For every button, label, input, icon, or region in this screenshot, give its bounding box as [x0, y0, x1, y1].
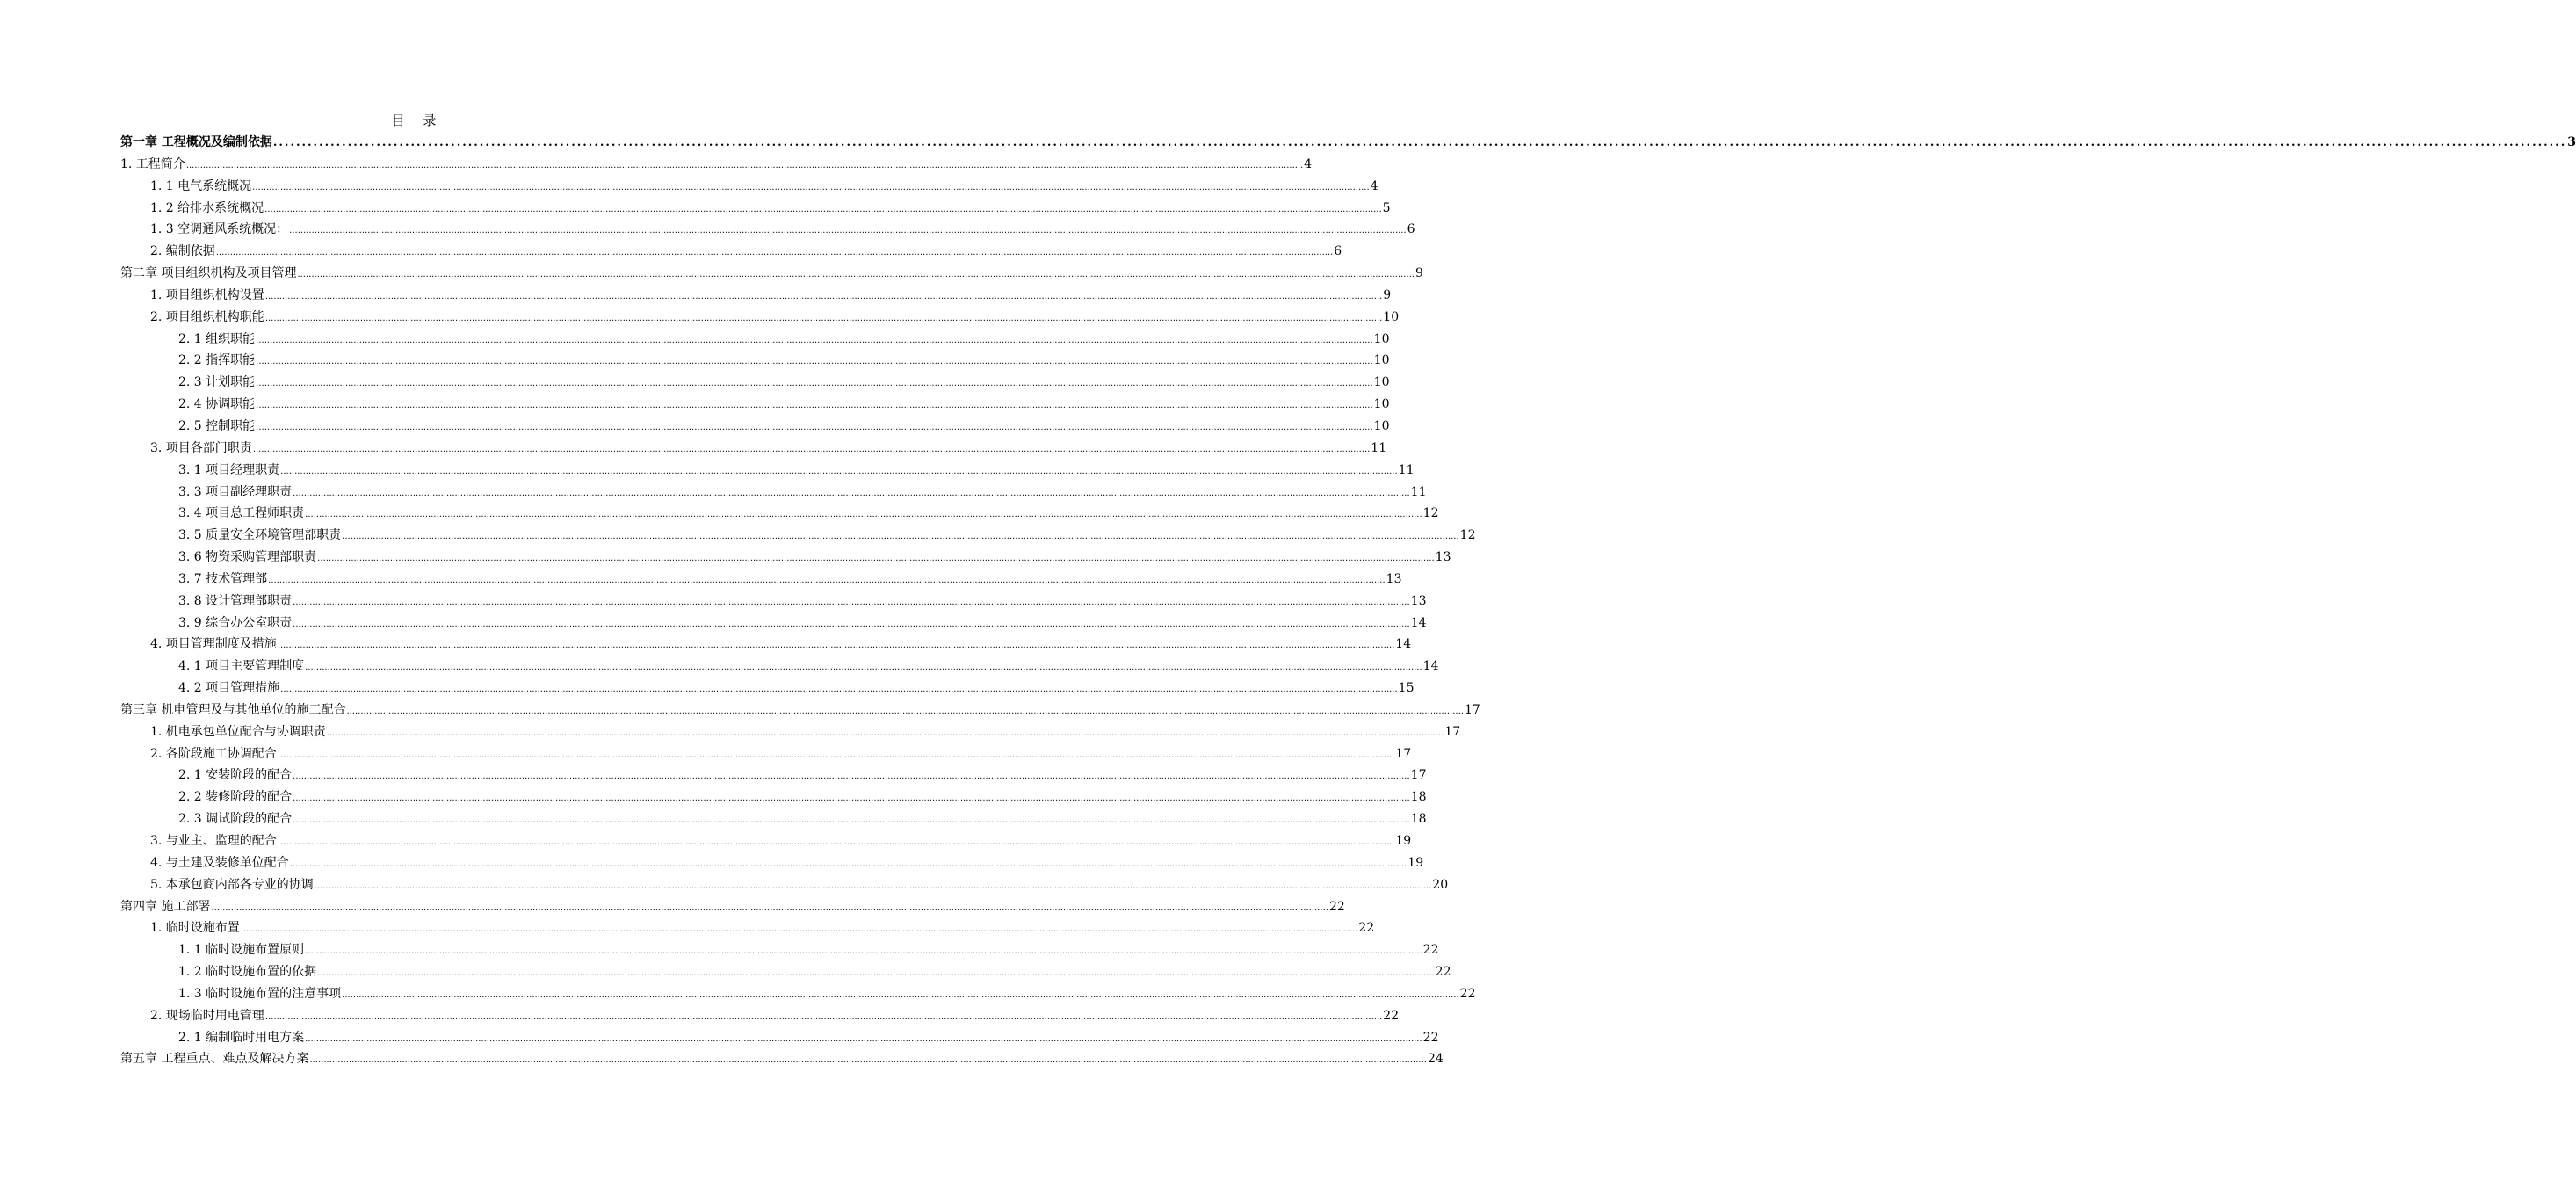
toc-entry[interactable] [120, 219, 1415, 241]
toc-entry[interactable] [120, 677, 1415, 699]
toc-entry-label: 3. 7 技术管理部 [178, 571, 268, 586]
toc-entry-label: 1. 2 临时设施布置的依据 [178, 965, 317, 980]
toc-entry-page-number: 14 [1410, 615, 1427, 630]
toc-entry-page-number: 10 [1373, 418, 1390, 433]
toc-entry-page-number: 9 [1415, 266, 1423, 281]
toc-entry-page-number: 12 [1422, 506, 1439, 521]
toc-entry-page-number: 17 [1464, 702, 1480, 717]
toc-entry-page-number: 3 [2567, 135, 2576, 149]
toc-entry-label: 3. 与业主、监理的配合 [150, 834, 277, 848]
toc-entry-page-number: 10 [1373, 397, 1390, 412]
toc-entry-label: 3. 8 设计管理部职责 [178, 593, 293, 608]
toc-entry-page-number: 6 [1407, 222, 1415, 237]
toc-entry[interactable] [120, 612, 1427, 634]
dot-leader: ................................................................................................................................................................................................................................................................................................................................................................................................................ [293, 815, 1410, 826]
dot-leader: ................................................................................................................................................................................................................................................................................................................................................................................................................ [272, 136, 2567, 149]
dot-leader: ................................................................................................................................................................................................................................................................................................................................................................................................................ [264, 291, 1383, 301]
toc-entry-label: 3. 项目各部门职责 [150, 440, 252, 455]
toc-entry-page-number: 4 [1370, 178, 1378, 193]
dot-leader: ................................................................................................................................................................................................................................................................................................................................................................................................................ [305, 946, 1422, 957]
toc-entry-page-number: 10 [1373, 331, 1390, 346]
toc-entry[interactable] [120, 786, 1427, 808]
toc-entry-page-number: 22 [1459, 986, 1476, 1001]
toc-entry[interactable] [120, 525, 1476, 547]
toc-entry[interactable] [120, 983, 1476, 1005]
dot-leader: ................................................................................................................................................................................................................................................................................................................................................................................................................ [289, 859, 1407, 869]
dot-leader: ................................................................................................................................................................................................................................................................................................................................................................................................................ [277, 837, 1395, 847]
toc-entry[interactable] [120, 394, 1390, 416]
toc-entry[interactable] [120, 263, 1423, 285]
dot-leader: ................................................................................................................................................................................................................................................................................................................................................................................................................ [252, 182, 1370, 192]
toc-entry[interactable] [120, 285, 1392, 307]
toc-entry-label: 5. 本承包商内部各专业的协调 [150, 877, 314, 892]
toc-entry[interactable] [120, 569, 1402, 590]
toc-entry-page-number: 22 [1383, 1008, 1400, 1023]
dot-leader: ................................................................................................................................................................................................................................................................................................................................................................................................................ [256, 357, 1373, 367]
toc-entry[interactable] [120, 329, 1390, 351]
toc-entry-page-number: 10 [1373, 375, 1390, 390]
toc-entry[interactable] [120, 438, 1387, 460]
dot-leader: ................................................................................................................................................................................................................................................................................................................................................................................................................ [264, 313, 1383, 323]
toc-entry-label: 3. 4 项目总工程师职责 [178, 506, 305, 521]
toc-entry[interactable] [120, 132, 2576, 154]
toc-entry[interactable] [120, 482, 1427, 504]
toc-entry[interactable] [120, 634, 1412, 656]
dot-leader: ................................................................................................................................................................................................................................................................................................................................................................................................................ [309, 1055, 1427, 1066]
dot-leader: ................................................................................................................................................................................................................................................................................................................................................................................................................ [215, 248, 1334, 258]
toc-entry[interactable] [120, 743, 1412, 765]
toc-entry-page-number: 18 [1410, 790, 1427, 805]
dot-leader: ................................................................................................................................................................................................................................................................................................................................................................................................................ [240, 924, 1358, 935]
toc-entry-page-number: 18 [1410, 812, 1427, 827]
dot-leader: ................................................................................................................................................................................................................................................................................................................................................................................................................ [256, 335, 1373, 345]
toc-entry-page-number: 13 [1410, 593, 1427, 608]
toc-entry[interactable] [120, 350, 1390, 372]
toc-entry-page-number: 10 [1383, 309, 1400, 324]
toc-entry-label: 1. 临时设施布置 [150, 921, 240, 936]
toc-entry-label: 2. 1 编制临时用电方案 [178, 1030, 305, 1045]
dot-leader: ................................................................................................................................................................................................................................................................................................................................................................................................................ [314, 880, 1432, 891]
toc-entry-label: 2. 1 安装阶段的配合 [178, 768, 293, 783]
toc-entry-label: 2. 各阶段施工协调配合 [150, 746, 277, 761]
toc-entry-page-number: 11 [1371, 440, 1387, 455]
toc-entry-label: 1. 机电承包单位配合与协调职责 [150, 724, 326, 739]
toc-entry-page-number: 13 [1435, 550, 1451, 565]
dot-leader: ................................................................................................................................................................................................................................................................................................................................................................................................................ [293, 619, 1410, 629]
dot-leader: ................................................................................................................................................................................................................................................................................................................................................................................................................ [277, 750, 1395, 760]
toc-entry-label: 3. 5 质量安全环境管理部职责 [178, 528, 342, 543]
toc-entry[interactable] [120, 699, 1480, 721]
toc-entry-page-number: 22 [1422, 943, 1439, 958]
toc-entry-label: 3. 3 项目副经理职责 [178, 484, 293, 499]
toc-entry-label: 1. 1 电气系统概况 [150, 178, 252, 193]
dot-leader: ................................................................................................................................................................................................................................................................................................................................................................................................................ [256, 379, 1373, 389]
toc-entry[interactable] [120, 590, 1427, 612]
toc-entry[interactable] [120, 503, 1439, 525]
dot-leader: ................................................................................................................................................................................................................................................................................................................................................................................................................ [280, 685, 1398, 695]
toc-entry[interactable] [120, 1048, 1444, 1070]
toc-entry[interactable] [120, 547, 1451, 569]
dot-leader: ................................................................................................................................................................................................................................................................................................................................................................................................................ [277, 641, 1395, 651]
dot-leader: ................................................................................................................................................................................................................................................................................................................................................................................................................ [305, 663, 1422, 673]
toc-entry-label: 2. 现场临时用电管理 [150, 1008, 264, 1023]
toc-entry-page-number: 17 [1410, 768, 1427, 783]
dot-leader: ................................................................................................................................................................................................................................................................................................................................................................................................................ [264, 1011, 1383, 1022]
toc-entry-label: 2. 3 计划职能 [178, 375, 256, 390]
dot-leader: ................................................................................................................................................................................................................................................................................................................................................................................................................ [317, 554, 1435, 564]
toc-entry-label: 2. 2 指挥职能 [178, 353, 256, 368]
toc-entry-page-number: 17 [1444, 724, 1461, 739]
toc-entry-label: 1. 3 临时设施布置的注意事项 [178, 986, 342, 1001]
toc-entry-label: 第四章 施工部署 [120, 899, 211, 914]
toc-entry[interactable] [120, 808, 1427, 830]
toc-entry[interactable] [120, 874, 1449, 896]
toc-entry[interactable] [120, 896, 1345, 918]
toc-entry-page-number: 12 [1459, 528, 1476, 543]
toc-entry-page-number: 10 [1373, 353, 1390, 368]
dot-leader: ................................................................................................................................................................................................................................................................................................................................................................................................................ [268, 575, 1386, 585]
toc-entry[interactable] [120, 372, 1390, 394]
dot-leader: ................................................................................................................................................................................................................................................................................................................................................................................................................ [256, 401, 1373, 411]
toc-entry-label: 3. 9 综合办公室职责 [178, 615, 293, 630]
toc-entry-label: 2. 项目组织机构职能 [150, 309, 264, 324]
toc-entry[interactable] [120, 1005, 1400, 1027]
dot-leader: ................................................................................................................................................................................................................................................................................................................................................................................................................ [293, 597, 1410, 607]
dot-leader: ................................................................................................................................................................................................................................................................................................................................................................................................................ [211, 902, 1328, 913]
toc-entry-label: 1. 工程简介 [120, 156, 185, 171]
toc-entry-page-number: 17 [1395, 746, 1412, 761]
toc-entry-page-number: 15 [1398, 681, 1415, 696]
dot-leader: ................................................................................................................................................................................................................................................................................................................................................................................................................ [297, 270, 1415, 280]
toc-entry[interactable] [120, 830, 1412, 852]
toc-entry[interactable] [120, 176, 1378, 198]
toc-entry-label: 第二章 项目组织机构及项目管理 [120, 266, 297, 281]
table-of-contents [120, 132, 2576, 1070]
toc-entry-label: 1. 项目组织机构设置 [150, 287, 264, 302]
toc-entry[interactable] [120, 307, 1400, 329]
dot-leader: ................................................................................................................................................................................................................................................................................................................................................................................................................ [326, 728, 1444, 738]
toc-entry-page-number: 22 [1422, 1030, 1439, 1045]
toc-entry[interactable] [120, 416, 1390, 438]
dot-leader: ................................................................................................................................................................................................................................................................................................................................................................................................................ [289, 226, 1407, 236]
toc-entry-page-number: 14 [1422, 659, 1439, 674]
dot-leader: ................................................................................................................................................................................................................................................................................................................................................................................................................ [342, 989, 1459, 1000]
toc-entry[interactable] [120, 852, 1424, 874]
dot-leader: ................................................................................................................................................................................................................................................................................................................................................................................................................ [346, 706, 1464, 716]
toc-entry-label: 3. 1 项目经理职责 [178, 462, 280, 477]
toc-entry-label: 4. 项目管理制度及措施 [150, 637, 277, 652]
dot-leader: ................................................................................................................................................................................................................................................................................................................................................................................................................ [305, 1033, 1422, 1044]
toc-entry[interactable] [120, 656, 1439, 677]
toc-entry-label: 3. 6 物资采购管理部职责 [178, 550, 317, 565]
dot-leader: ................................................................................................................................................................................................................................................................................................................................................................................................................ [256, 422, 1373, 432]
toc-entry-label: 2. 1 组织职能 [178, 331, 256, 346]
toc-entry-label: 4. 2 项目管理措施 [178, 681, 280, 696]
toc-entry[interactable] [120, 1027, 1439, 1049]
toc-entry[interactable] [120, 917, 1375, 939]
toc-entry[interactable] [120, 198, 1391, 220]
toc-entry-label: 2. 4 协调职能 [178, 397, 256, 412]
toc-entry-label: 1. 3 空调通风系统概况： [150, 222, 289, 237]
dot-leader: ................................................................................................................................................................................................................................................................................................................................................................................................................ [305, 510, 1422, 520]
toc-entry[interactable] [120, 961, 1451, 983]
toc-entry-label: 2. 3 调试阶段的配合 [178, 812, 293, 827]
toc-entry-label: 第三章 机电管理及与其他单位的施工配合 [120, 702, 346, 717]
dot-leader: ................................................................................................................................................................................................................................................................................................................................................................................................................ [293, 793, 1410, 804]
toc-entry[interactable] [120, 460, 1415, 482]
toc-entry-label: 4. 与土建及装修单位配合 [150, 855, 289, 870]
dot-leader: ................................................................................................................................................................................................................................................................................................................................................................................................................ [264, 204, 1382, 214]
toc-entry-page-number: 9 [1383, 287, 1392, 302]
toc-title: 目 录 [391, 112, 444, 128]
toc-entry-label: 1. 1 临时设施布置原则 [178, 943, 305, 958]
toc-entry[interactable] [120, 939, 1439, 961]
toc-entry[interactable] [120, 721, 1461, 743]
toc-entry-page-number: 5 [1382, 200, 1391, 215]
dot-leader: ................................................................................................................................................................................................................................................................................................................................................................................................................ [280, 466, 1398, 476]
dot-leader: ................................................................................................................................................................................................................................................................................................................................................................................................................ [185, 160, 1304, 170]
dot-leader: ................................................................................................................................................................................................................................................................................................................................................................................................................ [317, 968, 1435, 979]
toc-entry-page-number: 20 [1432, 877, 1449, 892]
toc-entry-label: 2. 编制依据 [150, 244, 215, 259]
toc-entry-page-number: 11 [1398, 462, 1415, 477]
toc-entry-label: 第一章 工程概况及编制依据 [120, 135, 272, 149]
toc-entry-label: 4. 1 项目主要管理制度 [178, 659, 305, 674]
toc-entry-page-number: 19 [1395, 834, 1412, 848]
toc-entry-page-number: 13 [1386, 571, 1402, 586]
toc-entry-page-number: 6 [1334, 244, 1342, 259]
toc-entry-page-number: 14 [1395, 637, 1412, 652]
toc-entry-page-number: 22 [1328, 899, 1345, 914]
toc-entry[interactable] [120, 764, 1427, 786]
dot-leader: ................................................................................................................................................................................................................................................................................................................................................................................................................ [252, 444, 1371, 454]
toc-entry-page-number: 4 [1304, 156, 1313, 171]
dot-leader: ................................................................................................................................................................................................................................................................................................................................................................................................................ [342, 532, 1459, 542]
toc-entry-label: 1. 2 给排水系统概况 [150, 200, 264, 215]
toc-entry-page-number: 22 [1358, 921, 1375, 936]
toc-entry-label: 第五章 工程重点、难点及解决方案 [120, 1052, 309, 1067]
toc-entry-page-number: 11 [1410, 484, 1427, 499]
dot-leader: ................................................................................................................................................................................................................................................................................................................................................................................................................ [293, 488, 1410, 498]
toc-entry-label: 2. 5 控制职能 [178, 418, 256, 433]
toc-entry-label: 2. 2 装修阶段的配合 [178, 790, 293, 805]
toc-entry[interactable] [120, 154, 1313, 176]
dot-leader: ................................................................................................................................................................................................................................................................................................................................................................................................................ [293, 772, 1410, 782]
toc-entry[interactable] [120, 241, 1342, 263]
toc-entry-page-number: 22 [1435, 965, 1451, 980]
toc-entry-page-number: 24 [1427, 1052, 1444, 1067]
toc-entry-page-number: 19 [1407, 855, 1424, 870]
